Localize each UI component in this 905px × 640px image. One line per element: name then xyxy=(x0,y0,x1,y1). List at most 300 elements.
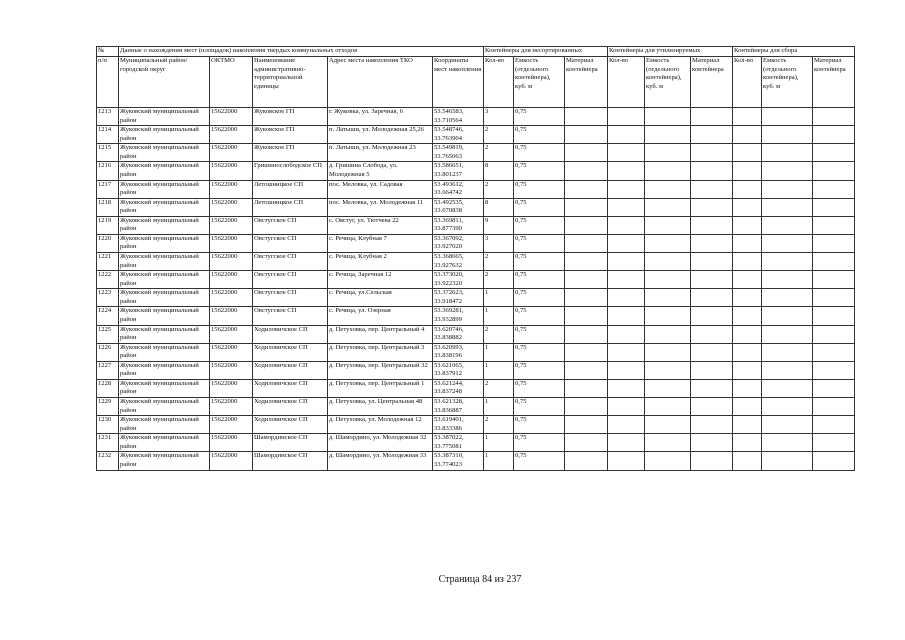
table-row xyxy=(97,434,855,452)
table-row xyxy=(97,198,855,216)
unsorted-material-cell xyxy=(565,416,608,434)
unit-cell: Овстугское СП xyxy=(253,307,328,325)
collection-material-cell xyxy=(813,361,855,379)
recycle-qty-cell xyxy=(608,416,645,434)
district-cell: Жуковский муниципальный район xyxy=(119,180,210,198)
unit-cell: Овстугское СП xyxy=(253,289,328,307)
recycle-material-cell xyxy=(691,234,733,252)
recycle-capacity-cell xyxy=(645,289,691,307)
collection-capacity-cell xyxy=(762,289,813,307)
unsorted-qty-cell: 2 xyxy=(484,144,514,162)
column-header: п/п xyxy=(97,57,119,108)
row-number: 1221 xyxy=(97,253,119,271)
table-row xyxy=(97,126,855,144)
collection-material-cell xyxy=(813,379,855,397)
oktmo-cell: 15622000 xyxy=(210,180,253,198)
unsorted-capacity-cell: 0,75 xyxy=(514,162,565,180)
recycle-qty-cell xyxy=(608,271,645,289)
address-cell: г. Жуковка, ул. Заречная, 6 xyxy=(328,108,433,126)
unsorted-qty-cell: 2 xyxy=(484,325,514,343)
recycle-qty-cell xyxy=(608,162,645,180)
unit-cell: Овстугское СП xyxy=(253,234,328,252)
district-cell: Жуковский муниципальный район xyxy=(119,144,210,162)
coordinates-cell: 53.493612, 33.664742 xyxy=(433,180,484,198)
collection-material-cell xyxy=(813,234,855,252)
row-number: 1216 xyxy=(97,162,119,180)
collection-qty-cell xyxy=(733,434,762,452)
recycle-qty-cell xyxy=(608,289,645,307)
unsorted-capacity-cell: 0,75 xyxy=(514,144,565,162)
address-cell: пос. Меловка, ул. Молодежная 11 xyxy=(328,198,433,216)
unsorted-material-cell xyxy=(565,325,608,343)
district-cell: Жуковский муниципальный район xyxy=(119,434,210,452)
address-cell: д. Гришина Слобода, ул. Молодежная 5 xyxy=(328,162,433,180)
collection-qty-cell xyxy=(733,452,762,470)
collection-capacity-cell xyxy=(762,398,813,416)
collection-capacity-cell xyxy=(762,416,813,434)
table-row xyxy=(97,253,855,271)
header-recycle-group: Контейнеры для утилизируемых xyxy=(608,47,733,57)
district-cell: Жуковский муниципальный район xyxy=(119,271,210,289)
coordinates-cell: 53.621328, 33.836887 xyxy=(433,398,484,416)
table-row xyxy=(97,307,855,325)
recycle-material-cell xyxy=(691,162,733,180)
unsorted-qty-cell: 8 xyxy=(484,162,514,180)
recycle-qty-cell xyxy=(608,379,645,397)
district-cell: Жуковский муниципальный район xyxy=(119,307,210,325)
address-cell: д. Петуховка, ул. Молодежная 12 xyxy=(328,416,433,434)
column-header: Емкость (отдельного контейнера), куб. м xyxy=(645,57,691,108)
recycle-material-cell xyxy=(691,325,733,343)
unsorted-material-cell xyxy=(565,108,608,126)
coordinates-cell: 53.369811, 33.877390 xyxy=(433,216,484,234)
unsorted-capacity-cell: 0,75 xyxy=(514,198,565,216)
column-header: ОКТМО xyxy=(210,57,253,108)
unit-cell: Шамординское СП xyxy=(253,434,328,452)
unsorted-qty-cell: 8 xyxy=(484,198,514,216)
address-cell: д. Петуховка, пер. Центральный 1 xyxy=(328,379,433,397)
recycle-qty-cell xyxy=(608,361,645,379)
column-header: Адрес места накопления ТКО xyxy=(328,57,433,108)
unit-cell: Жуковское ГП xyxy=(253,108,328,126)
unsorted-capacity-cell: 0,75 xyxy=(514,398,565,416)
unsorted-qty-cell: 1 xyxy=(484,361,514,379)
unsorted-material-cell xyxy=(565,271,608,289)
address-cell: пос. Меловка, ул. Садовая xyxy=(328,180,433,198)
header-num: № xyxy=(97,47,119,57)
collection-material-cell xyxy=(813,271,855,289)
collection-qty-cell xyxy=(733,289,762,307)
recycle-material-cell xyxy=(691,126,733,144)
recycle-capacity-cell xyxy=(645,325,691,343)
oktmo-cell: 15622000 xyxy=(210,198,253,216)
table-row xyxy=(97,398,855,416)
district-cell: Жуковский муниципальный район xyxy=(119,216,210,234)
oktmo-cell: 15622000 xyxy=(210,434,253,452)
unit-cell: Шамординское СП xyxy=(253,452,328,470)
recycle-capacity-cell xyxy=(645,271,691,289)
address-cell: с. Речица, ул.Сельская xyxy=(328,289,433,307)
district-cell: Жуковский муниципальный район xyxy=(119,452,210,470)
coordinates-cell: 53.373020, 33.922320 xyxy=(433,271,484,289)
unsorted-capacity-cell: 0,75 xyxy=(514,126,565,144)
district-cell: Жуковский муниципальный район xyxy=(119,361,210,379)
collection-capacity-cell xyxy=(762,198,813,216)
table-row xyxy=(97,289,855,307)
unsorted-material-cell xyxy=(565,180,608,198)
column-header: Кол-во xyxy=(733,57,762,108)
row-number: 1228 xyxy=(97,379,119,397)
table-row xyxy=(97,234,855,252)
unsorted-capacity-cell: 0,75 xyxy=(514,271,565,289)
column-header: Емкость (отдельного контейнера), куб. м xyxy=(762,57,813,108)
unsorted-capacity-cell: 0,75 xyxy=(514,325,565,343)
unsorted-qty-cell: 2 xyxy=(484,416,514,434)
recycle-capacity-cell xyxy=(645,216,691,234)
recycle-material-cell xyxy=(691,343,733,361)
address-cell: с. Речица, ул. Озерная xyxy=(328,307,433,325)
column-header-row xyxy=(97,57,855,108)
collection-capacity-cell xyxy=(762,144,813,162)
unsorted-capacity-cell: 0,75 xyxy=(514,216,565,234)
unit-cell: Ходиловичское СП xyxy=(253,325,328,343)
recycle-capacity-cell xyxy=(645,108,691,126)
recycle-qty-cell xyxy=(608,343,645,361)
recycle-material-cell xyxy=(691,271,733,289)
coordinates-cell: 53.387310, 33.774023 xyxy=(433,452,484,470)
recycle-material-cell xyxy=(691,307,733,325)
row-number: 1227 xyxy=(97,361,119,379)
oktmo-cell: 15622000 xyxy=(210,307,253,325)
coordinates-cell: 53.621244, 33.837248 xyxy=(433,379,484,397)
recycle-material-cell xyxy=(691,253,733,271)
row-number: 1213 xyxy=(97,108,119,126)
table-row xyxy=(97,180,855,198)
table-row xyxy=(97,144,855,162)
recycle-material-cell xyxy=(691,198,733,216)
unsorted-capacity-cell: 0,75 xyxy=(514,416,565,434)
recycle-qty-cell xyxy=(608,398,645,416)
header-unsorted-group: Контейнеры для несортированных xyxy=(484,47,608,57)
collection-capacity-cell xyxy=(762,361,813,379)
table-body xyxy=(97,108,855,471)
recycle-qty-cell xyxy=(608,216,645,234)
collection-qty-cell xyxy=(733,325,762,343)
recycle-capacity-cell xyxy=(645,343,691,361)
recycle-material-cell xyxy=(691,416,733,434)
unsorted-capacity-cell: 0,75 xyxy=(514,253,565,271)
collection-qty-cell xyxy=(733,379,762,397)
recycle-qty-cell xyxy=(608,452,645,470)
address-cell: с. Речица, Клубная 7 xyxy=(328,234,433,252)
unit-cell: Ходиловичское СП xyxy=(253,343,328,361)
unsorted-material-cell xyxy=(565,216,608,234)
column-header: Координаты мест накопления xyxy=(433,57,484,108)
unsorted-material-cell xyxy=(565,379,608,397)
collection-qty-cell xyxy=(733,343,762,361)
row-number: 1222 xyxy=(97,271,119,289)
unit-cell: Летошницкое СП xyxy=(253,180,328,198)
unsorted-qty-cell: 2 xyxy=(484,271,514,289)
oktmo-cell: 15622000 xyxy=(210,379,253,397)
column-header: Материал контейнера xyxy=(565,57,608,108)
page-number: Страница 84 из 237 xyxy=(438,574,522,585)
recycle-capacity-cell xyxy=(645,398,691,416)
address-cell: д. Шамордино, ул. Молодежная 32 xyxy=(328,434,433,452)
row-number: 1214 xyxy=(97,126,119,144)
collection-material-cell xyxy=(813,398,855,416)
table-row xyxy=(97,216,855,234)
oktmo-cell: 15622000 xyxy=(210,144,253,162)
recycle-qty-cell xyxy=(608,144,645,162)
collection-capacity-cell xyxy=(762,343,813,361)
coordinates-cell: 53.369281, 33.932899 xyxy=(433,307,484,325)
recycle-capacity-cell xyxy=(645,234,691,252)
recycle-material-cell xyxy=(691,452,733,470)
unsorted-qty-cell: 2 xyxy=(484,126,514,144)
column-header: Кол-во xyxy=(484,57,514,108)
collection-capacity-cell xyxy=(762,379,813,397)
recycle-capacity-cell xyxy=(645,180,691,198)
coordinates-cell: 53.387022, 33.775081 xyxy=(433,434,484,452)
recycle-capacity-cell xyxy=(645,198,691,216)
recycle-material-cell xyxy=(691,180,733,198)
collection-qty-cell xyxy=(733,234,762,252)
recycle-material-cell xyxy=(691,398,733,416)
collection-material-cell xyxy=(813,180,855,198)
address-cell: п. Латыши, ул. Молодежная 25,26 xyxy=(328,126,433,144)
unsorted-capacity-cell: 0,75 xyxy=(514,234,565,252)
recycle-qty-cell xyxy=(608,253,645,271)
collection-capacity-cell xyxy=(762,253,813,271)
unsorted-material-cell xyxy=(565,234,608,252)
address-cell: д. Петуховка, ул. Центральная 48 xyxy=(328,398,433,416)
collection-material-cell xyxy=(813,253,855,271)
table-row xyxy=(97,379,855,397)
collection-capacity-cell xyxy=(762,434,813,452)
unsorted-capacity-cell: 0,75 xyxy=(514,452,565,470)
recycle-material-cell xyxy=(691,289,733,307)
unsorted-qty-cell: 3 xyxy=(484,234,514,252)
coordinates-cell: 53.372623, 33.918472 xyxy=(433,289,484,307)
row-number: 1223 xyxy=(97,289,119,307)
unsorted-qty-cell: 3 xyxy=(484,108,514,126)
recycle-capacity-cell xyxy=(645,361,691,379)
column-header: Емкость (отдельного контейнера), куб. м xyxy=(514,57,565,108)
coordinates-cell: 53.492535, 33.670838 xyxy=(433,198,484,216)
collection-qty-cell xyxy=(733,162,762,180)
table-row xyxy=(97,361,855,379)
coordinates-cell: 53.368665, 33.927632 xyxy=(433,253,484,271)
row-number: 1232 xyxy=(97,452,119,470)
coordinates-cell: 53.621065, 33.837912 xyxy=(433,361,484,379)
oktmo-cell: 15622000 xyxy=(210,361,253,379)
coordinates-cell: 53.367092, 33.927020 xyxy=(433,234,484,252)
recycle-qty-cell xyxy=(608,325,645,343)
unsorted-qty-cell: 1 xyxy=(484,452,514,470)
collection-qty-cell xyxy=(733,108,762,126)
collection-capacity-cell xyxy=(762,234,813,252)
table-row xyxy=(97,325,855,343)
unit-cell: Жуковское ГП xyxy=(253,126,328,144)
table-row xyxy=(97,416,855,434)
header-collection-group: Контейнеры для сбора xyxy=(733,47,855,57)
row-number: 1225 xyxy=(97,325,119,343)
coordinates-cell: 53.586651, 33.801237 xyxy=(433,162,484,180)
district-cell: Жуковский муниципальный район xyxy=(119,289,210,307)
collection-capacity-cell xyxy=(762,216,813,234)
recycle-material-cell xyxy=(691,434,733,452)
unsorted-material-cell xyxy=(565,452,608,470)
recycle-qty-cell xyxy=(608,307,645,325)
collection-qty-cell xyxy=(733,361,762,379)
oktmo-cell: 15622000 xyxy=(210,325,253,343)
recycle-capacity-cell xyxy=(645,434,691,452)
recycle-capacity-cell xyxy=(645,162,691,180)
collection-qty-cell xyxy=(733,253,762,271)
collection-material-cell xyxy=(813,126,855,144)
column-header: Муниципальный район/городской округ xyxy=(119,57,210,108)
unsorted-material-cell xyxy=(565,198,608,216)
unsorted-qty-cell: 1 xyxy=(484,398,514,416)
unsorted-qty-cell: 1 xyxy=(484,289,514,307)
collection-qty-cell xyxy=(733,198,762,216)
unsorted-material-cell xyxy=(565,144,608,162)
row-number: 1226 xyxy=(97,343,119,361)
unsorted-material-cell xyxy=(565,162,608,180)
unsorted-qty-cell: 1 xyxy=(484,343,514,361)
unsorted-capacity-cell: 0,75 xyxy=(514,379,565,397)
unsorted-material-cell xyxy=(565,398,608,416)
collection-capacity-cell xyxy=(762,452,813,470)
collection-capacity-cell xyxy=(762,108,813,126)
address-cell: с. Овстуг, ул. Тютчева 22 xyxy=(328,216,433,234)
collection-material-cell xyxy=(813,434,855,452)
unsorted-material-cell xyxy=(565,434,608,452)
row-number: 1224 xyxy=(97,307,119,325)
unsorted-qty-cell: 9 xyxy=(484,216,514,234)
unit-cell: Ходиловичское СП xyxy=(253,361,328,379)
table-row xyxy=(97,108,855,126)
unit-cell: Ходиловичское СП xyxy=(253,379,328,397)
recycle-qty-cell xyxy=(608,234,645,252)
collection-qty-cell xyxy=(733,180,762,198)
unsorted-material-cell xyxy=(565,307,608,325)
collection-capacity-cell xyxy=(762,325,813,343)
row-number: 1218 xyxy=(97,198,119,216)
oktmo-cell: 15622000 xyxy=(210,162,253,180)
unit-cell: Жуковское ГП xyxy=(253,144,328,162)
recycle-capacity-cell xyxy=(645,416,691,434)
table-row xyxy=(97,162,855,180)
unsorted-material-cell xyxy=(565,361,608,379)
oktmo-cell: 15622000 xyxy=(210,253,253,271)
address-cell: п. Латыши, ул. Молодежная 23 xyxy=(328,144,433,162)
coordinates-cell: 53.620746, 33.838882 xyxy=(433,325,484,343)
oktmo-cell: 15622000 xyxy=(210,126,253,144)
unit-cell: Овстугское СП xyxy=(253,253,328,271)
district-cell: Жуковский муниципальный район xyxy=(119,234,210,252)
oktmo-cell: 15622000 xyxy=(210,398,253,416)
collection-material-cell xyxy=(813,108,855,126)
collection-material-cell xyxy=(813,144,855,162)
district-cell: Жуковский муниципальный район xyxy=(119,325,210,343)
recycle-qty-cell xyxy=(608,108,645,126)
unit-cell: Гришинослободское СП xyxy=(253,162,328,180)
table-row xyxy=(97,343,855,361)
coordinates-cell: 53.548746, 33.763904 xyxy=(433,126,484,144)
collection-material-cell xyxy=(813,289,855,307)
recycle-material-cell xyxy=(691,216,733,234)
coordinates-cell: 53.549819, 33.765063 xyxy=(433,144,484,162)
recycle-material-cell xyxy=(691,108,733,126)
recycle-qty-cell xyxy=(608,180,645,198)
collection-material-cell xyxy=(813,452,855,470)
unsorted-capacity-cell: 0,75 xyxy=(514,289,565,307)
row-number: 1219 xyxy=(97,216,119,234)
oktmo-cell: 15622000 xyxy=(210,234,253,252)
unsorted-material-cell xyxy=(565,289,608,307)
header-group-row xyxy=(97,47,855,57)
collection-qty-cell xyxy=(733,307,762,325)
unsorted-capacity-cell: 0,75 xyxy=(514,307,565,325)
oktmo-cell: 15622000 xyxy=(210,271,253,289)
collection-material-cell xyxy=(813,416,855,434)
district-cell: Жуковский муниципальный район xyxy=(119,108,210,126)
column-header: Материал контейнера xyxy=(813,57,855,108)
unsorted-qty-cell: 1 xyxy=(484,434,514,452)
district-cell: Жуковский муниципальный район xyxy=(119,253,210,271)
unsorted-qty-cell: 1 xyxy=(484,307,514,325)
collection-material-cell xyxy=(813,198,855,216)
collection-qty-cell xyxy=(733,398,762,416)
coordinates-cell: 53.619401, 33.833386 xyxy=(433,416,484,434)
row-number: 1231 xyxy=(97,434,119,452)
row-number: 1230 xyxy=(97,416,119,434)
row-number: 1220 xyxy=(97,234,119,252)
unsorted-qty-cell: 2 xyxy=(484,253,514,271)
recycle-capacity-cell xyxy=(645,452,691,470)
recycle-qty-cell xyxy=(608,126,645,144)
district-cell: Жуковский муниципальный район xyxy=(119,162,210,180)
row-number: 1229 xyxy=(97,398,119,416)
collection-capacity-cell xyxy=(762,162,813,180)
district-cell: Жуковский муниципальный район xyxy=(119,379,210,397)
recycle-material-cell xyxy=(691,379,733,397)
collection-material-cell xyxy=(813,325,855,343)
unit-cell: Летошницкое СП xyxy=(253,198,328,216)
recycle-capacity-cell xyxy=(645,253,691,271)
oktmo-cell: 15622000 xyxy=(210,416,253,434)
row-number: 1215 xyxy=(97,144,119,162)
column-header: Наименование административно-территориальной единицы xyxy=(253,57,328,108)
coordinates-cell: 53.620993, 33.838196 xyxy=(433,343,484,361)
unsorted-material-cell xyxy=(565,253,608,271)
column-header: Материал контейнера xyxy=(691,57,733,108)
district-cell: Жуковский муниципальный район xyxy=(119,198,210,216)
unit-cell: Овстугское СП xyxy=(253,271,328,289)
oktmo-cell: 15622000 xyxy=(210,343,253,361)
collection-capacity-cell xyxy=(762,271,813,289)
recycle-material-cell xyxy=(691,361,733,379)
unsorted-material-cell xyxy=(565,126,608,144)
collection-capacity-cell xyxy=(762,126,813,144)
recycle-qty-cell xyxy=(608,198,645,216)
district-cell: Жуковский муниципальный район xyxy=(119,343,210,361)
unsorted-capacity-cell: 0,75 xyxy=(514,343,565,361)
recycle-material-cell xyxy=(691,144,733,162)
oktmo-cell: 15622000 xyxy=(210,289,253,307)
